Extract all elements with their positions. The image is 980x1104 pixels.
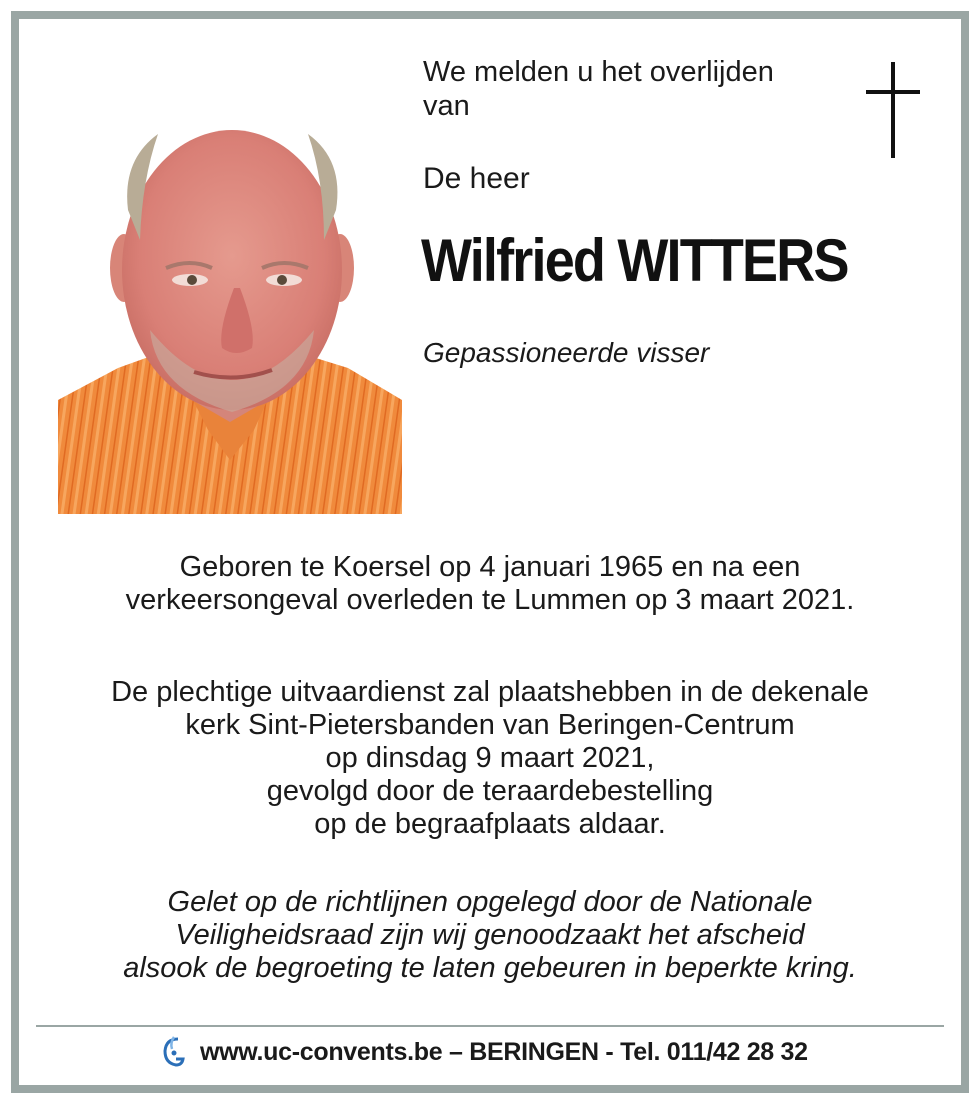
intro-line: We melden u het overlijden: [423, 56, 774, 88]
paragraph-line: Veiligheidsraad zijn wij genoodzaakt het afscheid: [175, 919, 805, 951]
paragraph-line: verkeersongeval overleden te Lummen op 3 maart 2021.: [125, 584, 855, 616]
paragraph-line: Geboren te Koersel op 4 januari 1965 en na een: [179, 551, 801, 583]
birth-death-paragraph: [30, 551, 950, 617]
paragraph-line: Gelet op de richtlijnen opgelegd door de Nationale: [167, 886, 813, 918]
paragraph-line: gevolgd door de teraardebestelling: [266, 775, 714, 807]
covid-note-paragraph: [30, 886, 950, 985]
footer-contact: www.uc-convents.be – BERINGEN - Tel. 011/42 28 32: [200, 1037, 808, 1066]
paragraph-line: op de begraafplaats aldaar.: [314, 808, 666, 840]
footer: [160, 1034, 808, 1070]
paragraph-line: op dinsdag 9 maart 2021,: [325, 742, 655, 774]
tagline: Gepassioneerde visser: [423, 337, 710, 368]
deceased-name: Wilfried WITTERS: [421, 227, 848, 294]
service-paragraph: [30, 676, 950, 841]
salutation: De heer: [423, 162, 530, 195]
funeral-home-logo-icon: [160, 1035, 186, 1069]
paragraph-line: De plechtige uitvaardienst zal plaatshebben in de dekenale: [111, 676, 869, 708]
announcement-intro: [423, 55, 833, 123]
latin-cross-icon: [862, 60, 924, 160]
paragraph-line: kerk Sint-Pietersbanden van Beringen-Centrum: [185, 709, 795, 741]
paragraph-line: alsook de begroeting te laten gebeuren in beperkte kring.: [123, 952, 857, 984]
intro-line: van: [423, 90, 470, 122]
portrait-photo: [58, 100, 402, 514]
footer-divider: [36, 1025, 944, 1027]
